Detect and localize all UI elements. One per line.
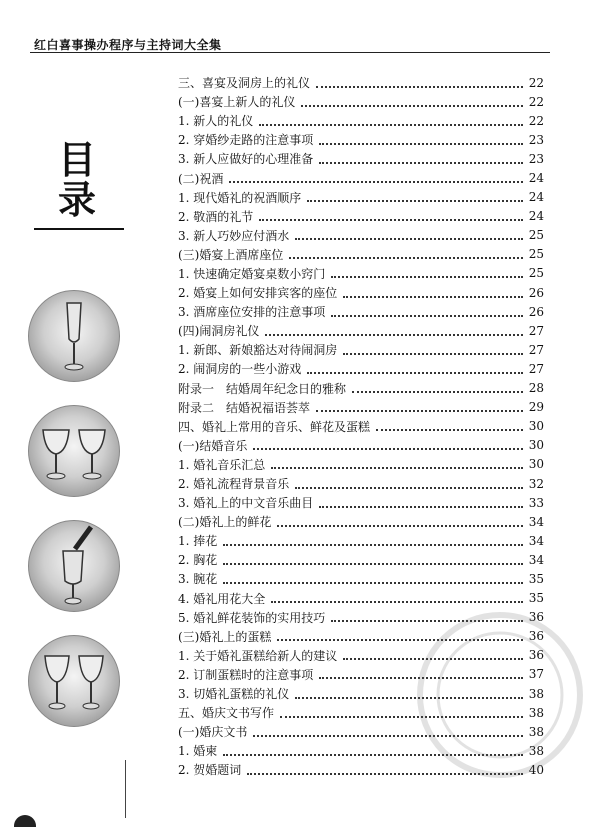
toc-entry[interactable] (178, 398, 544, 417)
toc-entry-label: 1. 现代婚礼的祝酒顺序 (178, 190, 302, 205)
toc-entry[interactable] (178, 168, 544, 187)
toc-entry-page: 40 (528, 762, 544, 777)
dot-leader (331, 315, 523, 317)
toc-entry-label: 2. 敬酒的礼节 (178, 209, 254, 224)
toc-entry-label: (三)婚礼上的蛋糕 (178, 629, 272, 644)
pouring-glass-illustration (28, 520, 120, 612)
toc-entry[interactable] (178, 436, 544, 455)
dot-leader (223, 563, 523, 565)
dot-leader (319, 162, 523, 164)
toc-entry[interactable] (178, 130, 544, 149)
toc-entry-page: 36 (528, 648, 544, 663)
toc-entry-page: 25 (528, 266, 544, 281)
toc-entry[interactable] (178, 149, 544, 168)
margin-rule (125, 760, 126, 818)
toc-entry-page: 24 (528, 209, 544, 224)
toc-entry-label: 5. 婚礼鲜花装饰的实用技巧 (178, 610, 326, 625)
toc-entry-page: 27 (528, 323, 544, 338)
dot-leader (376, 429, 523, 431)
toc-entry-page: 33 (528, 495, 544, 510)
toc-entry[interactable] (178, 111, 544, 130)
toc-entry[interactable] (178, 569, 544, 588)
toc-entry-page: 35 (528, 571, 544, 586)
toc-entry-page: 32 (528, 476, 544, 491)
toc-entry-label: 1. 快速确定婚宴桌数小窍门 (178, 266, 326, 281)
toc-entry-label: 1. 婚礼音乐汇总 (178, 457, 266, 472)
toc-entry[interactable] (178, 264, 544, 283)
toc-entry-page: 38 (528, 743, 544, 758)
toc-entry-label: 1. 关于婚礼蛋糕给新人的建议 (178, 648, 338, 663)
dot-leader (343, 353, 523, 355)
dot-leader (277, 525, 523, 527)
toc-entry-page: 27 (528, 361, 544, 376)
toc-entry-label: 3. 酒席座位安排的注意事项 (178, 305, 326, 320)
dot-leader (319, 506, 523, 508)
dot-leader (295, 238, 523, 240)
toc-entry-page: 35 (528, 591, 544, 606)
wine-glasses-illustration (28, 405, 120, 497)
dot-leader (331, 276, 523, 278)
toc-entry-label: 3. 腕花 (178, 572, 218, 587)
dot-leader (295, 487, 523, 489)
toc-entry[interactable] (178, 512, 544, 531)
toc-entry-page: 30 (528, 419, 544, 434)
toc-entry-page: 25 (528, 247, 544, 262)
champagne-flute-illustration (28, 290, 120, 382)
toc-entry-label: 2. 婚宴上如何安排宾客的座位 (178, 286, 338, 301)
toc-entry-page: 23 (528, 132, 544, 147)
toc-entry-page: 24 (528, 190, 544, 205)
toc-entry-label: 4. 婚礼用花大全 (178, 591, 266, 606)
dot-leader (316, 410, 523, 412)
toc-entry-label: (三)婚宴上酒席座位 (178, 247, 284, 262)
toc-entry-label: (二)祝酒 (178, 171, 224, 186)
dot-leader (229, 181, 523, 183)
toc-entry-label: 2. 订制蛋糕时的注意事项 (178, 667, 314, 682)
dot-leader (259, 219, 523, 221)
toc-entry-label: 附录一 结婚周年纪念日的雅称 (178, 381, 347, 396)
toc-entry-page: 22 (528, 75, 544, 90)
dot-leader (259, 124, 523, 126)
toc-entry-page: 37 (528, 667, 544, 682)
toc-entry-label: 五、婚庆文书写作 (178, 706, 275, 721)
toc-entry-page: 24 (528, 171, 544, 186)
toc-entry[interactable] (178, 474, 544, 493)
toc-entry-label: 1. 婚柬 (178, 744, 218, 759)
toc-entry-page: 34 (528, 514, 544, 529)
toc-entry[interactable] (178, 245, 544, 264)
toc-entry-label: (一)喜宴上新人的礼仪 (178, 95, 296, 110)
dot-leader (289, 257, 523, 259)
toc-entry-page: 26 (528, 285, 544, 300)
toc-entry-label: 2. 贺婚题词 (178, 763, 242, 778)
toc-entry[interactable] (178, 73, 544, 92)
dot-leader (319, 143, 523, 145)
toc-entry[interactable] (178, 188, 544, 207)
dot-leader (307, 372, 523, 374)
toc-entry-page: 22 (528, 94, 544, 109)
toc-entry[interactable] (178, 550, 544, 569)
toc-entry-page: 25 (528, 228, 544, 243)
toc-entry-label: 1. 捧花 (178, 534, 218, 549)
toc-entry-page: 30 (528, 457, 544, 472)
dot-leader (253, 448, 523, 450)
toc-entry[interactable] (178, 359, 544, 378)
toc-entry-label: 3. 切婚礼蛋糕的礼仪 (178, 687, 290, 702)
watermark-seal (405, 600, 595, 790)
toc-entry-page: 29 (528, 400, 544, 415)
toc-entry[interactable] (178, 379, 544, 398)
toc-entry-label: 2. 闹洞房的一些小游戏 (178, 362, 302, 377)
toc-entry-page: 38 (528, 724, 544, 739)
dot-leader (343, 296, 523, 298)
toc-entry[interactable] (178, 531, 544, 550)
toc-entry-label: 2. 胸花 (178, 553, 218, 568)
toc-entry[interactable] (178, 493, 544, 512)
toc-entry-page: 34 (528, 533, 544, 548)
toc-entry-page: 23 (528, 151, 544, 166)
toc-entry[interactable] (178, 226, 544, 245)
dot-leader (265, 334, 523, 336)
toc-entry[interactable] (178, 302, 544, 321)
toc-entry-label: (一)结婚音乐 (178, 438, 248, 453)
toc-entry[interactable] (178, 92, 544, 111)
toc-entry-label: 3. 新人应做好的心理准备 (178, 152, 314, 167)
toc-entry-label: 3. 婚礼上的中文音乐曲目 (178, 496, 314, 511)
toc-entry-page: 34 (528, 552, 544, 567)
toc-entry-page: 22 (528, 113, 544, 128)
toc-entry[interactable] (178, 455, 544, 474)
toc-entry-label: (二)婚礼上的鲜花 (178, 515, 272, 530)
dot-leader (223, 544, 523, 546)
dot-leader (352, 391, 523, 393)
toc-entry[interactable] (178, 283, 544, 302)
toc-entry-page: 26 (528, 304, 544, 319)
toc-entry-label: 2. 婚礼流程背景音乐 (178, 477, 290, 492)
toc-title-char-1: 目 (58, 137, 97, 182)
toc-entry[interactable] (178, 207, 544, 226)
toc-entry-page: 36 (528, 629, 544, 644)
toc-entry-label: 1. 新郎、新娘豁达对待闹洞房 (178, 343, 338, 358)
toc-entry[interactable] (178, 340, 544, 359)
dot-leader (307, 200, 523, 202)
page-corner-mark (14, 815, 36, 827)
toc-entry-page: 38 (528, 705, 544, 720)
toc-entry-page: 30 (528, 438, 544, 453)
toc-entry-page: 38 (528, 686, 544, 701)
dot-leader (223, 582, 523, 584)
toc-entry-label: 2. 穿婚纱走路的注意事项 (178, 133, 314, 148)
running-header: 红白喜事操办程序与主持词大全集 (34, 38, 222, 52)
toc-entry[interactable] (178, 417, 544, 436)
toc-entry-page: 27 (528, 342, 544, 357)
header-rule (30, 52, 550, 53)
toc-entry-label: (四)闹洞房礼仪 (178, 324, 260, 339)
toc-entry-label: 四、婚礼上常用的音乐、鲜花及蛋糕 (178, 419, 371, 434)
toc-entry-label: 三、喜宴及洞房上的礼仪 (178, 76, 311, 91)
dot-leader (316, 86, 523, 88)
toc-entry-label: 1. 新人的礼仪 (178, 114, 254, 129)
toc-entry-label: 附录二 结婚祝福语荟萃 (178, 400, 311, 415)
toast-glasses-illustration (28, 635, 120, 727)
toc-title-char-2: 录 (58, 177, 97, 222)
toc-entry-page: 36 (528, 610, 544, 625)
toc-entry-page: 28 (528, 381, 544, 396)
title-rule (34, 228, 124, 230)
toc-entry-label: (一)婚庆文书 (178, 725, 248, 740)
toc-entry[interactable] (178, 321, 544, 340)
toc-entry-label: 3. 新人巧妙应付酒水 (178, 228, 290, 243)
dot-leader (271, 467, 523, 469)
dot-leader (301, 105, 523, 107)
